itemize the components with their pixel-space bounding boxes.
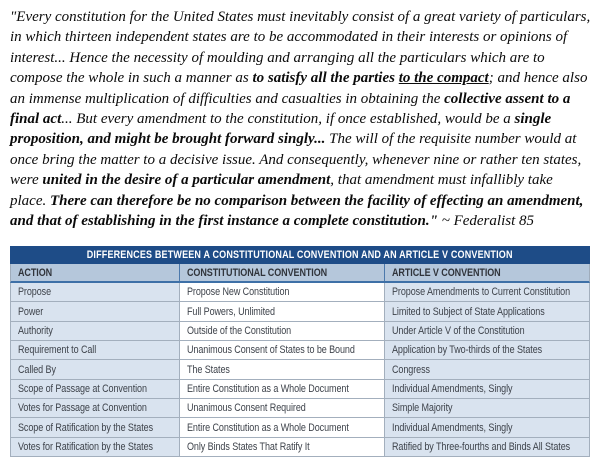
table-row bbox=[11, 302, 589, 321]
column-header-article-v-convention: ARTICLE V CONVENTION bbox=[384, 264, 589, 281]
table-cell: Ratified by Three-fourths and Binds All States bbox=[384, 438, 589, 456]
table-cell: Propose bbox=[11, 283, 179, 301]
table-row bbox=[11, 360, 589, 379]
comparison-table bbox=[10, 246, 590, 457]
quote-segment: united in the desire of a particular amendment bbox=[42, 172, 331, 189]
table-row bbox=[11, 322, 589, 341]
quote-segment: There can therefore be no comparison between the facility of effecting an amendment, and that of establishing in the first instance a complete constitution." bbox=[10, 192, 584, 230]
quote-segment: to satisfy all the parties bbox=[252, 70, 399, 87]
table-row bbox=[11, 380, 589, 399]
table-row bbox=[11, 418, 589, 437]
table-title: DIFFERENCES BETWEEN A CONSTITUTIONAL CONVENTION AND AN ARTICLE V CONVENTION bbox=[87, 249, 513, 261]
table-row bbox=[11, 283, 589, 302]
table-cell: Congress bbox=[384, 360, 589, 378]
table-cell: Scope of Passage at Convention bbox=[11, 380, 179, 398]
table-cell: Entire Constitution as a Whole Document bbox=[179, 418, 384, 436]
table-body bbox=[10, 283, 590, 457]
table-cell: Votes for Passage at Convention bbox=[11, 399, 179, 417]
table-cell: Propose New Constitution bbox=[179, 283, 384, 301]
table-cell: Entire Constitution as a Whole Document bbox=[179, 380, 384, 398]
quote-segment: single proposition, and might be brought forward singly... bbox=[10, 111, 552, 148]
table-cell: Under Article V of the Constitution bbox=[384, 322, 589, 340]
table-cell: Full Powers, Unlimited bbox=[179, 302, 384, 320]
table-header-row bbox=[10, 264, 590, 283]
table-cell: The States bbox=[179, 360, 384, 378]
table-cell: Application by Two-thirds of the States bbox=[384, 341, 589, 359]
table-row bbox=[11, 438, 589, 457]
quote-segment: "Every constitution for the United States must inevitably consist of a great variety of particulars, in which thirteen independent states are to be accommodated in their interests or opinions of interest... Hence the necessity of moulding and arranging all the particulars which are to compose the whole in such a manner as bbox=[10, 9, 591, 87]
table-cell: Simple Majority bbox=[384, 399, 589, 417]
column-header-constitutional-convention: CONSTITUTIONAL CONVENTION bbox=[179, 264, 384, 281]
quote-segment: , that amendment must infallibly take place. bbox=[10, 172, 553, 209]
table-cell: Unanimous Consent of States to be Bound bbox=[179, 341, 384, 359]
quote-segment: to the compact bbox=[398, 70, 489, 87]
quote-segment: ; and hence also an immense multiplication of difficulties and casualties in obtaining the bbox=[10, 70, 588, 107]
table-cell: Propose Amendments to Current Constitution bbox=[384, 283, 589, 301]
table-cell: Limited to Subject of State Applications bbox=[384, 302, 589, 320]
quote-segment: The will of the requisite number would at once bring the matter to a decisive issue. And consequently, whenever nine or rather ten states, were bbox=[10, 131, 582, 189]
table-cell: Called By bbox=[11, 360, 179, 378]
table-cell: Power bbox=[11, 302, 179, 320]
table-cell: Outside of the Constitution bbox=[179, 322, 384, 340]
federalist-quote bbox=[10, 7, 592, 231]
quote-segment: ... But every amendment to the constitution, if once established, would be a bbox=[61, 111, 515, 128]
table-cell: Unanimous Consent Required bbox=[179, 399, 384, 417]
table-cell: Only Binds States That Ratify It bbox=[179, 438, 384, 456]
table-cell: Requirement to Call bbox=[11, 341, 179, 359]
table-cell: Individual Amendments, Singly bbox=[384, 380, 589, 398]
table-cell: Authority bbox=[11, 322, 179, 340]
table-row bbox=[11, 399, 589, 418]
column-header-action: ACTION bbox=[18, 266, 53, 279]
table-row bbox=[11, 341, 589, 360]
table-cell: Votes for Ratification by the States bbox=[11, 438, 179, 456]
quote-segments bbox=[10, 9, 590, 229]
table-title-bar bbox=[10, 246, 590, 264]
table-cell: Scope of Ratification by the States bbox=[11, 418, 179, 436]
table-cell: Individual Amendments, Singly bbox=[384, 418, 589, 436]
quote-attribution: ~ Federalist 85 bbox=[437, 213, 534, 230]
quote-segment: collective assent to a final act bbox=[10, 90, 571, 128]
